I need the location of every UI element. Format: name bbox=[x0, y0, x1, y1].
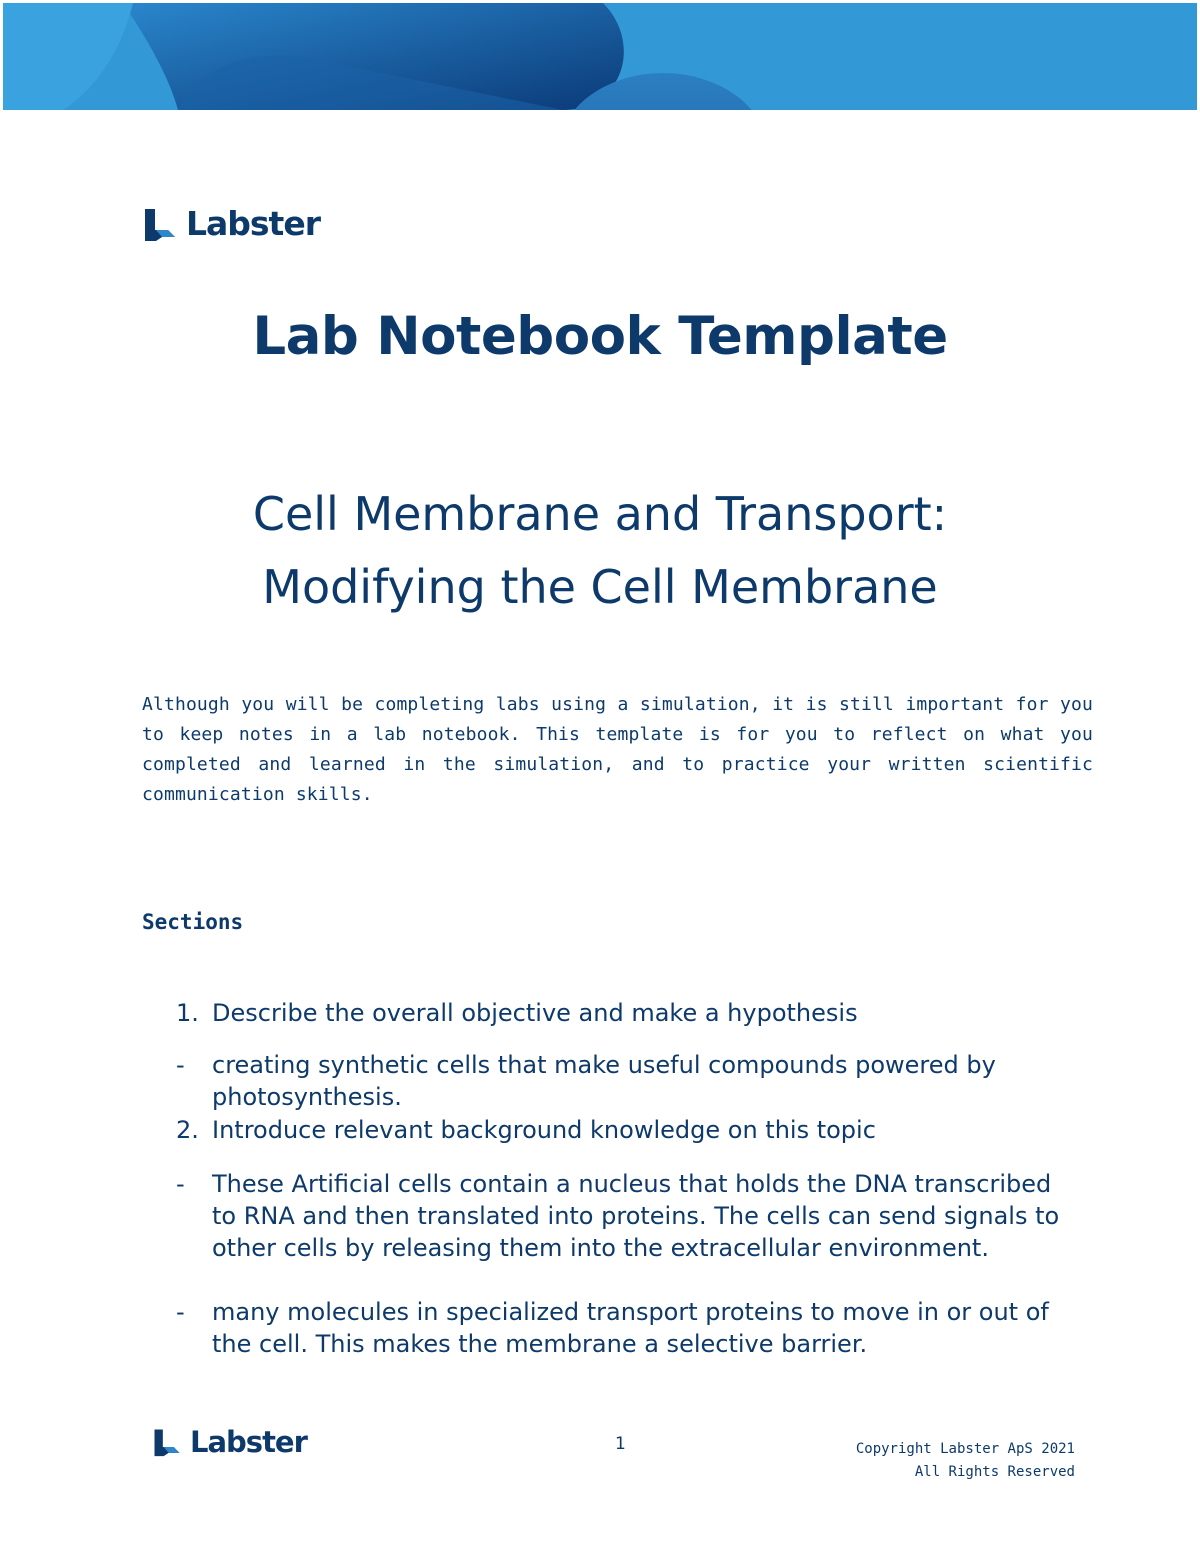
sections-heading: Sections bbox=[142, 910, 244, 934]
footer-labster-logo bbox=[152, 1425, 307, 1459]
page-title: Lab Notebook Template bbox=[252, 306, 948, 367]
list-item-text: many molecules in specialized transport proteins to move in or out of the cell. This makes the membrane a selective barrier. bbox=[212, 1298, 1049, 1358]
labster-logo bbox=[142, 204, 320, 243]
list-marker: 2. bbox=[176, 1116, 199, 1144]
list-item-text: Describe the overall objective and make a hypothesis bbox=[212, 999, 858, 1027]
logo-wordmark: Labster bbox=[186, 204, 320, 243]
page-number: 1 bbox=[615, 1434, 626, 1454]
list-marker: - bbox=[176, 1051, 185, 1079]
footer-logo-wordmark: Labster bbox=[190, 1425, 307, 1459]
intro-paragraph: Although you will be completing labs using a simulation, it is still important for you to keep notes in a lab notebook. This template is for you to reflect on what you completed and learned in the simulation, and to practice your written scientific communication skills. bbox=[142, 694, 1093, 805]
copyright-notice bbox=[856, 1438, 1075, 1484]
labster-logo-icon bbox=[152, 1427, 182, 1457]
list-item-text: Introduce relevant background knowledge on this topic bbox=[212, 1116, 876, 1144]
list-marker: 1. bbox=[176, 999, 199, 1027]
list-item-text: These Artificial cells contain a nucleus that holds the DNA transcribed to RNA and then translated into proteins. The cells can send signals to other cells by releasing them into the extracellular environment. bbox=[212, 1170, 1060, 1262]
subtitle-line-1: Cell Membrane and Transport: bbox=[252, 487, 948, 541]
list-marker: - bbox=[176, 1170, 185, 1198]
list-marker: - bbox=[176, 1298, 185, 1326]
page-subtitle bbox=[0, 478, 1200, 624]
header-banner bbox=[3, 3, 1197, 110]
copyright-line-1: Copyright Labster ApS 2021 bbox=[855, 1441, 1075, 1457]
copyright-line-2: All Rights Reserved bbox=[914, 1464, 1075, 1480]
subtitle-line-2: Modifying the Cell Membrane bbox=[262, 560, 938, 614]
labster-logo-icon bbox=[142, 206, 178, 242]
banner-graphic bbox=[3, 3, 1197, 110]
list-item-text: creating synthetic cells that make useful compounds powered by photosynthesis. bbox=[212, 1051, 996, 1111]
